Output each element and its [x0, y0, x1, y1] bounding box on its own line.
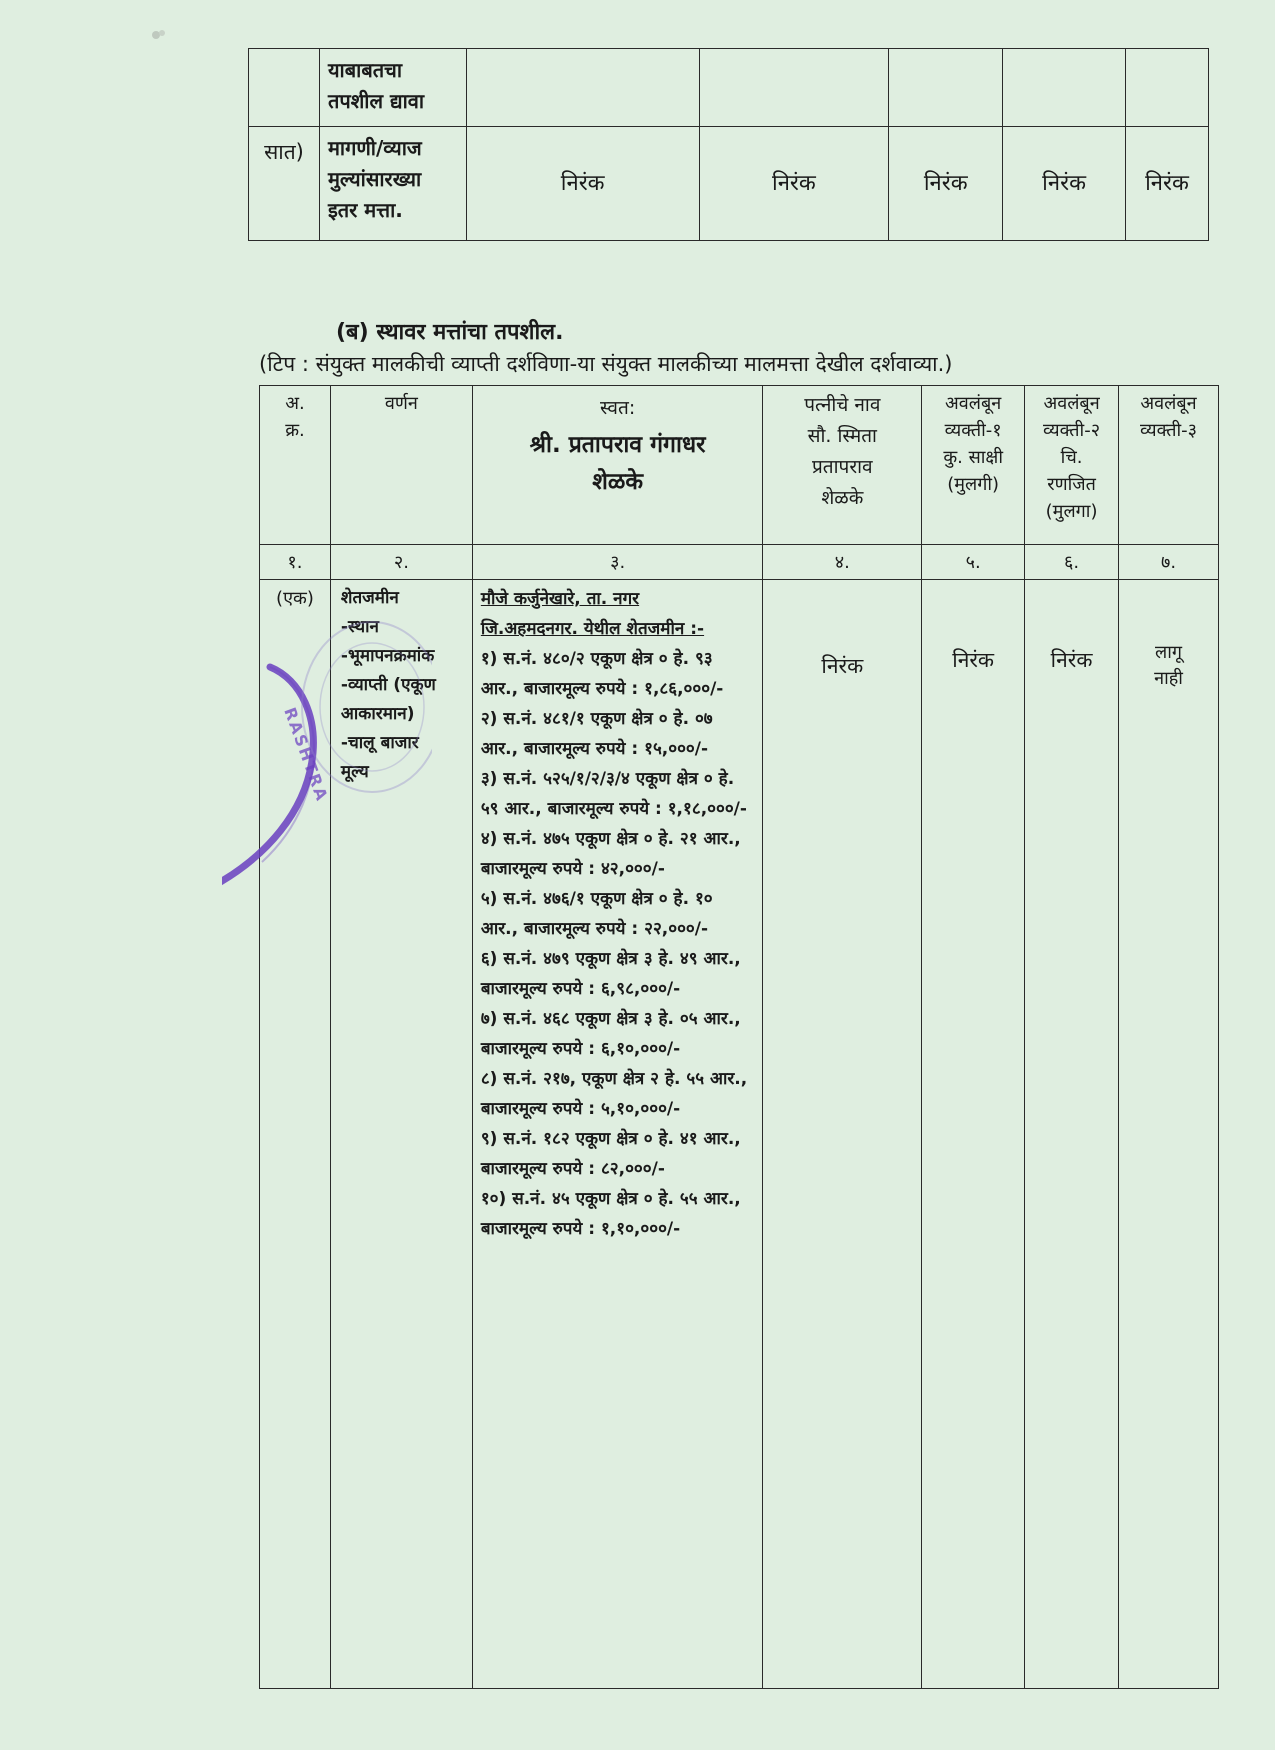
paper-speck-icon: [148, 26, 170, 44]
header-line: श्री. प्रतापराव गंगाधर: [529, 432, 706, 458]
value-line: लागू: [1155, 642, 1183, 663]
section-heading: (ब) स्थावर मत्तांचा तपशील.: [336, 320, 564, 345]
value-cell: [1126, 49, 1209, 127]
header-line: रणजित: [1047, 474, 1096, 495]
column-number: १.: [260, 545, 331, 580]
dependent-2-value: निरंक: [1025, 580, 1119, 1689]
serial-cell: [249, 49, 320, 127]
description-line: -चालू बाजार: [340, 733, 419, 753]
stamp-text: RASHTRA: [280, 704, 333, 805]
description-line: आकारमान): [340, 704, 415, 724]
header-line: पत्नीचे नाव: [804, 394, 881, 416]
header-line: वर्णन: [384, 393, 418, 414]
label-cell: [319, 49, 466, 127]
header-line: व्यक्ती-१: [944, 420, 1002, 441]
label-cell: [319, 127, 466, 241]
land-item: ८) स.नं. २१७, एकूण क्षेत्र २ हे. ५५ आर., बाजारमूल्य रुपये : ५,१०,०००/-: [480, 1069, 748, 1119]
table-row: [249, 127, 1209, 241]
description-line: -स्थान: [340, 617, 379, 637]
header-line: शेळके: [821, 487, 864, 509]
header-line: (मुलगी): [947, 474, 1000, 495]
label-line: मुल्यांसारख्या: [327, 167, 422, 191]
value-cell: [1003, 49, 1126, 127]
header-line: स्वत:: [600, 397, 636, 419]
value-line: नाही: [1154, 668, 1183, 689]
column-number: ३.: [472, 545, 763, 580]
value-cell: [466, 49, 699, 127]
column-number: ४.: [763, 545, 922, 580]
dependent-1-value: निरंक: [922, 580, 1025, 1689]
description-cell: [330, 580, 472, 1689]
land-item: ५) स.नं. ४७६/१ एकूण क्षेत्र ० हे. १० आर., बाजारमूल्य रुपये : २२,०००/-: [480, 889, 713, 939]
land-location: मौजे कर्जुनेखारे, ता. नगर: [480, 589, 640, 609]
header-line: (मुलगा): [1045, 501, 1098, 522]
column-number: ६.: [1025, 545, 1119, 580]
value-cell: [889, 49, 1003, 127]
description-line: शेतजमीन: [340, 588, 399, 608]
label-line: मागणी/व्याज: [327, 136, 422, 160]
header-dependent-2: [1025, 386, 1119, 545]
header-line: व्यक्ती-२: [1043, 420, 1101, 441]
description-line: -व्याप्ती (एकूण: [340, 675, 436, 695]
header-dependent-1: [922, 386, 1025, 545]
value-cell: निरंक: [1003, 127, 1126, 241]
land-item: ९) स.नं. १८२ एकूण क्षेत्र ० हे. ४१ आर., बाजारमूल्य रुपये : ८२,०००/-: [480, 1129, 741, 1179]
label-line: याबाबतचा: [327, 58, 403, 82]
header-line: सौ. स्मिता: [807, 425, 877, 447]
column-number: २.: [330, 545, 472, 580]
land-item: १) स.नं. ४८०/२ एकूण क्षेत्र ० हे. ९३ आर., बाजारमूल्य रुपये : १,८६,०००/-: [480, 649, 724, 699]
header-line: अवलंबून: [1140, 393, 1197, 414]
land-item: ६) स.नं. ४७९ एकूण क्षेत्र ३ हे. ४९ आर., बाजारमूल्य रुपये : ६,९८,०००/-: [480, 949, 741, 999]
column-number: ७.: [1119, 545, 1219, 580]
header-self: [472, 386, 763, 545]
value-cell: निरंक: [1126, 127, 1209, 241]
value-cell: निरंक: [889, 127, 1003, 241]
description-line: -भूमापनक्रमांक: [340, 646, 435, 666]
immovable-assets-table: [259, 385, 1219, 1689]
header-line: प्रतापराव: [812, 456, 873, 478]
serial-cell: सात): [249, 127, 320, 241]
header-description: [330, 386, 472, 545]
table-row: [260, 580, 1219, 1689]
table-row: [249, 49, 1209, 127]
header-dependent-3: [1119, 386, 1219, 545]
value-cell: निरंक: [466, 127, 699, 241]
land-item: १०) स.नं. ४५ एकूण क्षेत्र ० हे. ५५ आर., बाजारमूल्य रुपये : १,१०,०००/-: [480, 1189, 741, 1239]
value-cell: [699, 49, 889, 127]
land-item: ७) स.नं. ४६८ एकूण क्षेत्र ३ हे. ०५ आर., बाजारमूल्य रुपये : ६,१०,०००/-: [480, 1009, 741, 1059]
header-line: चि.: [1060, 447, 1083, 468]
description-line: मूल्य: [340, 762, 369, 782]
section-note: (टिप : संयुक्त मालकीची व्याप्ती दर्शविणा-या संयुक्त मालकीच्या मालमत्ता देखील दर्शवाव्या.): [259, 352, 953, 376]
column-number: ५.: [922, 545, 1025, 580]
top-table: [248, 48, 1209, 241]
value-cell: निरंक: [699, 127, 889, 241]
spouse-value: निरंक: [763, 580, 922, 1689]
land-item: ३) स.नं. ५२५/१/२/३/४ एकूण क्षेत्र ० हे. ५९ आर., बाजारमूल्य रुपये : १,१८,०००/-: [480, 769, 747, 819]
label-line: इतर मत्ता.: [327, 198, 403, 222]
header-line: शेळके: [592, 469, 644, 495]
label-line: तपशील द्यावा: [327, 89, 425, 113]
header-serial: [260, 386, 331, 545]
header-row: [260, 386, 1219, 545]
header-line: अ.: [285, 393, 305, 414]
land-location: जि.अहमदनगर. येथील शेतजमीन :-: [480, 619, 705, 639]
land-item: ४) स.नं. ४७५ एकूण क्षेत्र ० हे. २१ आर., बाजारमूल्य रुपये : ४२,०००/-: [480, 829, 741, 879]
header-line: अवलंबून: [1043, 393, 1100, 414]
header-spouse: [763, 386, 922, 545]
header-line: क्र.: [285, 420, 305, 441]
serial-cell: (एक): [260, 580, 331, 1689]
header-line: अवलंबून: [945, 393, 1002, 414]
header-line: व्यक्ती-३: [1140, 420, 1198, 441]
column-number-row: [260, 545, 1219, 580]
dependent-3-value: [1119, 580, 1219, 1689]
land-details-cell: [472, 580, 763, 1689]
header-line: कु. साक्षी: [943, 447, 1003, 468]
land-item: २) स.नं. ४८१/१ एकूण क्षेत्र ० हे. ०७ आर., बाजारमूल्य रुपये : १५,०००/-: [480, 709, 713, 759]
